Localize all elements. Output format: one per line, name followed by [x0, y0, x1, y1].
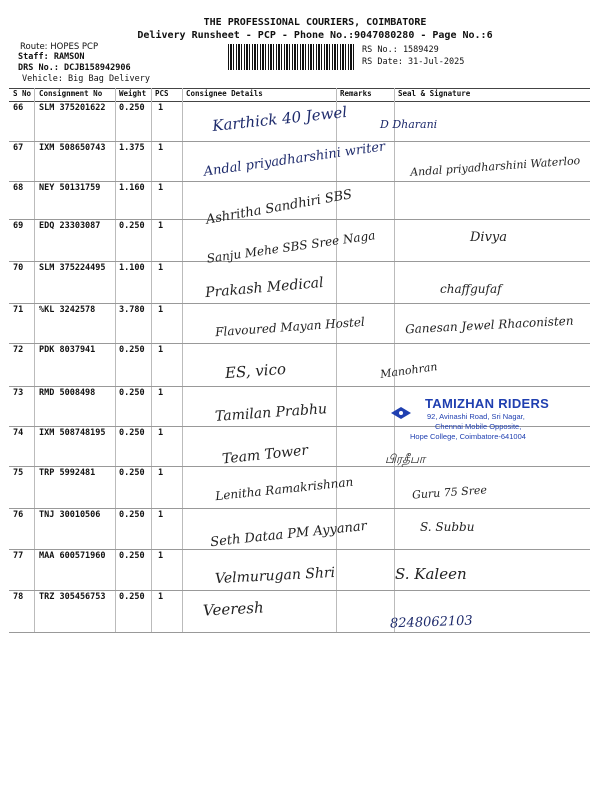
handwritten-consignee: Tamilan Prabhu: [214, 401, 328, 425]
row-divider: [9, 590, 590, 591]
row-divider: [9, 219, 590, 220]
pcs-count: 1: [158, 388, 164, 398]
handwritten-signature: பிரதீபா: [385, 452, 426, 466]
weight-value: 0.250: [119, 221, 145, 231]
pcs-count: 1: [158, 305, 164, 315]
pcs-count: 1: [158, 263, 164, 273]
consignment-number: TNJ 30010506: [39, 510, 101, 520]
consignment-number: MAA 600571960: [39, 551, 106, 561]
runsheet-title: Delivery Runsheet - PCP - Phone No.:9047080280 - Page No.:6: [137, 30, 493, 41]
col-divider: [151, 88, 152, 633]
col-sno: S No: [13, 89, 32, 98]
drs-number: DRS No.: DCJB158942906: [18, 63, 131, 73]
consignment-number: PDK 8037941: [39, 345, 96, 355]
rs-date: RS Date: 31-Jul-2025: [362, 57, 465, 67]
stamp-address-line: Chennai Mobile Opposite,: [435, 422, 522, 431]
consignment-number: SLM 375224495: [39, 263, 106, 273]
col-consignment: Consignment No: [39, 89, 103, 98]
staff-label: Staff: RAMSON: [18, 52, 85, 62]
serial-number: 69: [13, 221, 24, 231]
handwritten-signature: Guru 75 Sree: [411, 483, 488, 502]
handwritten-consignee: Andal priyadharshini writer: [202, 139, 387, 180]
row-divider: [9, 549, 590, 550]
consignment-number: IXM 508748195: [39, 428, 106, 438]
rider-logo-icon: [390, 406, 412, 420]
table-top-rule: [9, 88, 590, 89]
pcs-count: 1: [158, 103, 164, 113]
row-divider: [9, 386, 590, 387]
stamp-name: TAMIZHAN RIDERS: [425, 396, 550, 411]
header-rule: [9, 101, 590, 102]
consignment-number: NEY 50131759: [39, 183, 101, 193]
consignment-number: EDQ 23303087: [39, 221, 101, 231]
col-divider: [394, 88, 395, 633]
handwritten-signature: Manohran: [379, 360, 439, 381]
col-divider: [115, 88, 116, 633]
weight-value: 0.250: [119, 468, 145, 478]
serial-number: 67: [13, 143, 24, 153]
consignment-number: TRZ 305456753: [39, 592, 106, 602]
serial-number: 71: [13, 305, 24, 315]
consignment-number: TRP 5992481: [39, 468, 96, 478]
serial-number: 78: [13, 592, 24, 602]
col-pcs: PCS: [155, 89, 169, 98]
handwritten-consignee: ES, vico: [224, 359, 287, 383]
row-divider: [9, 303, 590, 304]
pcs-count: 1: [158, 428, 164, 438]
weight-value: 0.250: [119, 388, 145, 398]
handwritten-consignee: Team Tower: [221, 442, 309, 468]
serial-number: 66: [13, 103, 24, 113]
weight-value: 0.250: [119, 103, 145, 113]
weight-value: 0.250: [119, 551, 145, 561]
serial-number: 77: [13, 551, 24, 561]
handwritten-consignee: Flavoured Mayan Hostel: [214, 314, 366, 340]
pcs-count: 1: [158, 143, 164, 153]
row-divider: [9, 343, 590, 344]
consignment-number: RMD 5008498: [39, 388, 96, 398]
weight-value: 1.375: [119, 143, 145, 153]
serial-number: 75: [13, 468, 24, 478]
consignment-number: IXM 508650743: [39, 143, 106, 153]
handwritten-signature: Divya: [470, 230, 508, 245]
row-divider: [9, 141, 590, 142]
handwritten-consignee: Velmurugan Shri: [214, 564, 336, 588]
col-divider: [34, 88, 35, 633]
serial-number: 76: [13, 510, 24, 520]
row-divider: [9, 261, 590, 262]
pcs-count: 1: [158, 551, 164, 561]
weight-value: 0.250: [119, 510, 145, 520]
pcs-count: 1: [158, 221, 164, 231]
serial-number: 72: [13, 345, 24, 355]
weight-value: 3.780: [119, 305, 145, 315]
weight-value: 1.160: [119, 183, 145, 193]
row-divider: [9, 508, 590, 509]
col-consignee: Consignee Details: [186, 89, 263, 98]
pcs-count: 1: [158, 592, 164, 602]
pcs-count: 1: [158, 510, 164, 520]
handwritten-consignee: Prakash Medical: [204, 274, 325, 302]
handwritten-signature: Andal priyadharshini Waterloo: [409, 154, 581, 179]
company-stamp: [385, 396, 560, 454]
handwritten-signature: S. Kaleen: [395, 565, 467, 583]
serial-number: 70: [13, 263, 24, 273]
serial-number: 74: [13, 428, 24, 438]
row-divider: [9, 181, 590, 182]
handwritten-signature: chaffgufaf: [440, 282, 502, 296]
stamp-address-line: 92, Avinashi Road, Sri Nagar,: [427, 412, 525, 421]
col-weight: Weight: [119, 89, 147, 98]
pcs-count: 1: [158, 468, 164, 478]
weight-value: 0.250: [119, 428, 145, 438]
serial-number: 73: [13, 388, 24, 398]
col-remarks: Remarks: [340, 89, 372, 98]
handwritten-consignee: Ashritha Sandhiri SBS: [204, 187, 354, 228]
handwritten-consignee: Seth Dataa PM Ayyanar: [209, 518, 368, 551]
handwritten-signature: Ganesan Jewel Rhaconisten: [404, 313, 574, 337]
handwritten-consignee: Karthick 40 Jewel: [211, 102, 348, 136]
handwritten-consignee: Veeresh: [202, 598, 265, 620]
row-divider: [9, 466, 590, 467]
consignment-number: %KL 3242578: [39, 305, 96, 315]
handwritten-consignee: Lenitha Ramakrishnan: [214, 474, 354, 504]
stamp-address-line: Hope College, Coimbatore-641004: [410, 432, 526, 441]
col-divider: [182, 88, 183, 633]
col-divider: [336, 88, 337, 633]
serial-number: 68: [13, 183, 24, 193]
handwritten-phone: 8248062103: [389, 613, 473, 632]
weight-value: 1.100: [119, 263, 145, 273]
handwritten-consignee: Sanju Mehe SBS Sree Naga: [205, 228, 377, 266]
handwritten-signature: D Dharani: [380, 118, 438, 131]
consignment-number: SLM 375201622: [39, 103, 106, 113]
rs-number: RS No.: 1589429: [362, 45, 439, 55]
weight-value: 0.250: [119, 345, 145, 355]
route-label: Route: HOPES PCP: [20, 42, 99, 52]
barcode: [228, 44, 356, 70]
pcs-count: 1: [158, 183, 164, 193]
row-divider: [9, 632, 590, 633]
handwritten-signature: S. Subbu: [420, 520, 475, 534]
vehicle-label: Vehicle: Big Bag Delivery: [22, 74, 150, 84]
table-header: [9, 89, 590, 101]
pcs-count: 1: [158, 345, 164, 355]
col-seal: Seal & Signature: [398, 89, 471, 98]
weight-value: 0.250: [119, 592, 145, 602]
company-title: THE PROFESSIONAL COURIERS, COIMBATORE: [203, 17, 427, 28]
